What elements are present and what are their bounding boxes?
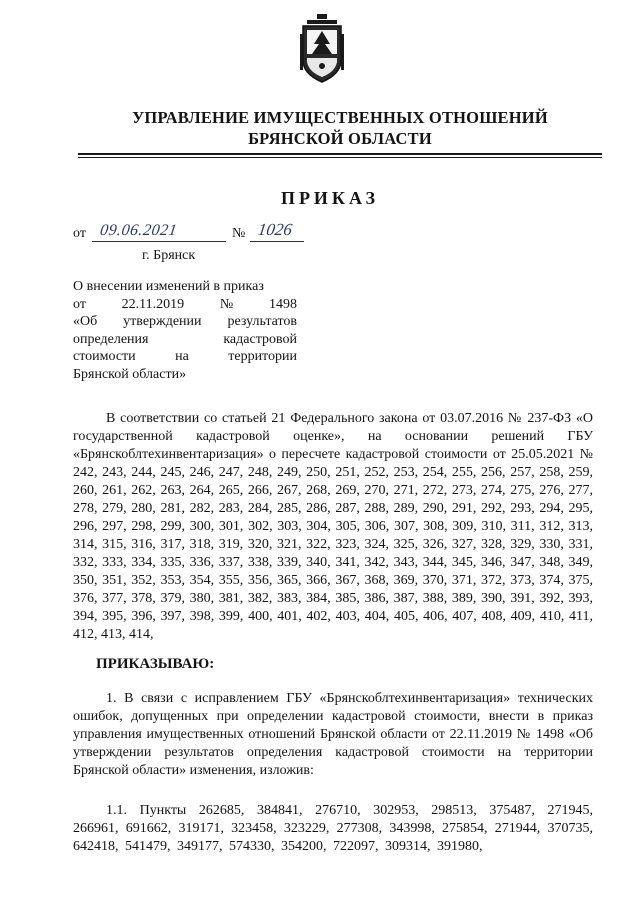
- handwritten-date: 09.06.2021: [98, 222, 179, 239]
- subject-line: [73, 331, 297, 349]
- subject-word: результатов: [227, 314, 297, 329]
- subject-line: [73, 313, 297, 331]
- subject-word: определения: [73, 331, 149, 347]
- clause-1-paragraph: 1. В связи с исправлением ГБУ «Брянскоблтехинвентаризация» технических ошибок, допущенных при определении кадастровой стоимости, внести в приказ управления имущественных отношений Брянской области от 22.11.2019 № 1498 «Об утверждении результатов определения кадастровой стоимости на территории Брянской области» изменения, изложив:: [73, 691, 593, 778]
- subject-word: 1498: [268, 296, 297, 312]
- city-label: г. Брянск: [142, 248, 196, 263]
- order-subject: [73, 278, 297, 383]
- organization-name-line1: УПРАВЛЕНИЕ ИМУЩЕСТВЕННЫХ ОТНОШЕНИЙ: [132, 108, 548, 127]
- clause-1-1-paragraph: 1.1. Пункты 262685, 384841, 276710, 302953, 298513, 375487, 271945, 266961, 691662, 319171, 323458, 323229, 277308, 343998, 275854, 271944, 370735, 642418, 541479, 349177, 574330, 354200, 722097, 309314, 391980,: [73, 803, 593, 854]
- header-rule-thin: [78, 157, 602, 158]
- subject-word: стоимости: [73, 349, 136, 364]
- header-rule-thick: [78, 153, 602, 155]
- subject-line: [73, 348, 297, 366]
- subject-line: [73, 296, 297, 314]
- preamble-paragraph: В соответствии со статьей 21 Федерального закона от 03.07.2016 № 237-ФЗ «О государственной кадастровой оценке», на основании решений ГБУ «Брянскоблтехинвентаризация» о пересчете кадастровой стоимости от 25.05.2021 № 242, 243, 244, 245, 246, 247, 248, 249, 250, 251, 252, 253, 254, 255, 256, 257, 258, 259, 260, 261, 262, 263, 264, 265, 266, 267, 268, 269, 270, 271, 272, 273, 274, 275, 276, 277, 278, 279, 280, 281, 282, 283, 284, 285, 286, 287, 288, 289, 290, 291, 292, 293, 294, 295, 296, 297, 298, 299, 300, 301, 302, 303, 304, 305, 306, 307, 308, 309, 310, 311, 312, 313, 314, 315, 316, 317, 318, 319, 320, 321, 322, 323, 324, 325, 326, 327, 328, 329, 330, 331, 332, 333, 334, 335, 336, 337, 338, 339, 340, 341, 342, 343, 344, 345, 346, 347, 348, 349, 350, 351, 352, 353, 354, 355, 356, 365, 366, 367, 368, 369, 370, 371, 372, 373, 374, 375, 376, 377, 378, 379, 380, 381, 382, 383, 384, 385, 386, 387, 388, 389, 390, 391, 392, 393, 394, 395, 396, 397, 398, 399, 400, 401, 402, 403, 404, 405, 406, 407, 408, 409, 410, 411, 412, 413, 414,: [73, 411, 593, 642]
- number-underline: [250, 241, 304, 242]
- organization-name-line2: БРЯНСКОЙ ОБЛАСТИ: [248, 129, 432, 148]
- subject-word: №: [219, 296, 234, 312]
- number-prefix: №: [232, 226, 246, 241]
- subject-line: Брянской области»: [73, 366, 187, 382]
- date-underline: [92, 241, 226, 242]
- subject-word: от: [73, 296, 86, 312]
- order-directive-heading: ПРИКАЗЫВАЮ:: [96, 656, 215, 672]
- handwritten-number: 1026: [256, 220, 294, 239]
- date-prefix: от: [73, 226, 86, 241]
- subject-word: «Об: [73, 314, 98, 329]
- document-type-title: ПРИКАЗ: [280, 188, 380, 208]
- subject-word: территории: [228, 349, 297, 364]
- subject-word: 22.11.2019: [121, 296, 185, 312]
- subject-line: О внесении изменений в приказ: [73, 279, 264, 294]
- subject-word: на: [175, 349, 189, 364]
- subject-word: кадастровой: [223, 331, 297, 347]
- bryansk-coat-of-arms-icon: [297, 14, 347, 84]
- subject-word: утверждении: [123, 314, 202, 329]
